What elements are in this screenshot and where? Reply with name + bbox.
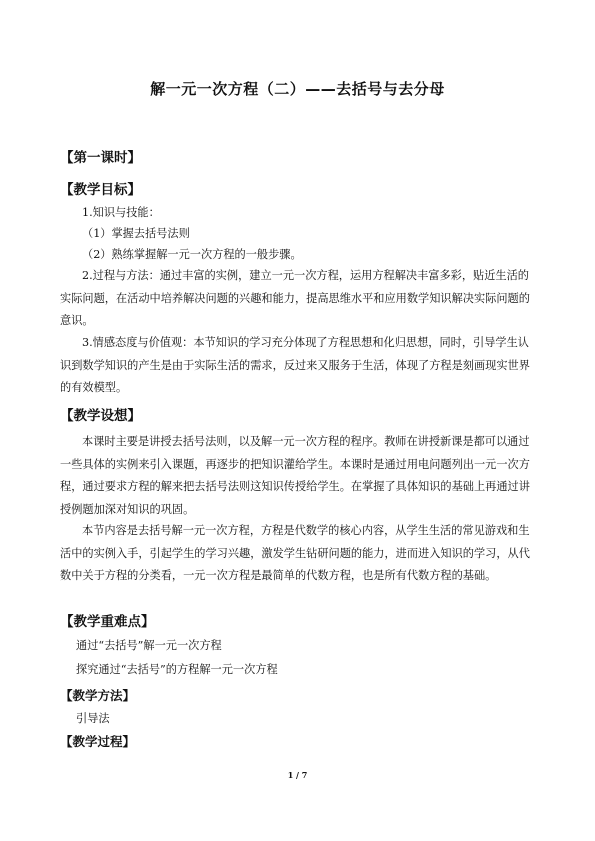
goals-item-2: 2.过程与方法：通过丰富的实例，建立一元一次方程，运用方程解决丰富多彩，贴近生活的实际问题，在活动中培养解决问题的兴趣和能力，提高思维水平和应用数学知识解决实际问题的意识。: [60, 269, 530, 327]
goals-sub-1: （1）掌握去括号法则: [82, 227, 190, 240]
goals-item-3: 3.情感态度与价值观：本节知识的学习充分体现了方程思想和化归思想，同时，引导学生认识到数学知识的产生是由于实际生活的需求，反过来又服务于生活，体现了方程是刻画现实世界的有效模型。: [60, 336, 530, 394]
method-heading: 【教学方法】: [60, 688, 136, 703]
goals-sub-2: （2）熟练掌握解一元一次方程的一般步骤。: [82, 248, 302, 261]
goals-item-1: 1.知识与技能：: [82, 206, 160, 219]
method-text: 引导法: [76, 712, 110, 725]
page-number: 1 / 7: [287, 770, 308, 780]
page-title: 解一元一次方程（二）——去括号与去分母: [150, 80, 445, 98]
design-paragraph-1: 本课时主要是讲授去括号法则，以及解一元一次方程的程序。教师在讲授新课是都可以通过一些具体的实例来引入课题，再逐步的把知识灌给学生。本课时是通过用电问题列出一元一次方程，通过要求方程的解来把去括号法则这知识传授给学生。在掌握了具体知识的基础上再通过讲授例题加深对知识的巩固。: [60, 435, 530, 516]
keypoints-heading: 【教学重难点】: [60, 614, 155, 630]
lesson-heading: 【第一课时】: [60, 150, 141, 166]
design-heading: 【教学设想】: [60, 408, 141, 424]
goals-heading: 【教学目标】: [60, 182, 141, 198]
keypoints-item-2: 探究通过“去括号”的方程解一元一次方程: [76, 663, 278, 676]
design-paragraph-2: 本节内容是去括号解一元一次方程，方程是代数学的核心内容，从学生生活的常见游戏和生活中的实例入手，引起学生的学习兴趣，激发学生钻研问题的能力，进而进入知识的学习，从代数中关于方程的分类看，一元一次方程是最简单的代数方程，也是所有代数方程的基础。: [60, 524, 530, 582]
keypoints-item-1: 通过“去括号”解一元一次方程: [76, 639, 222, 652]
process-heading: 【教学过程】: [60, 734, 136, 749]
